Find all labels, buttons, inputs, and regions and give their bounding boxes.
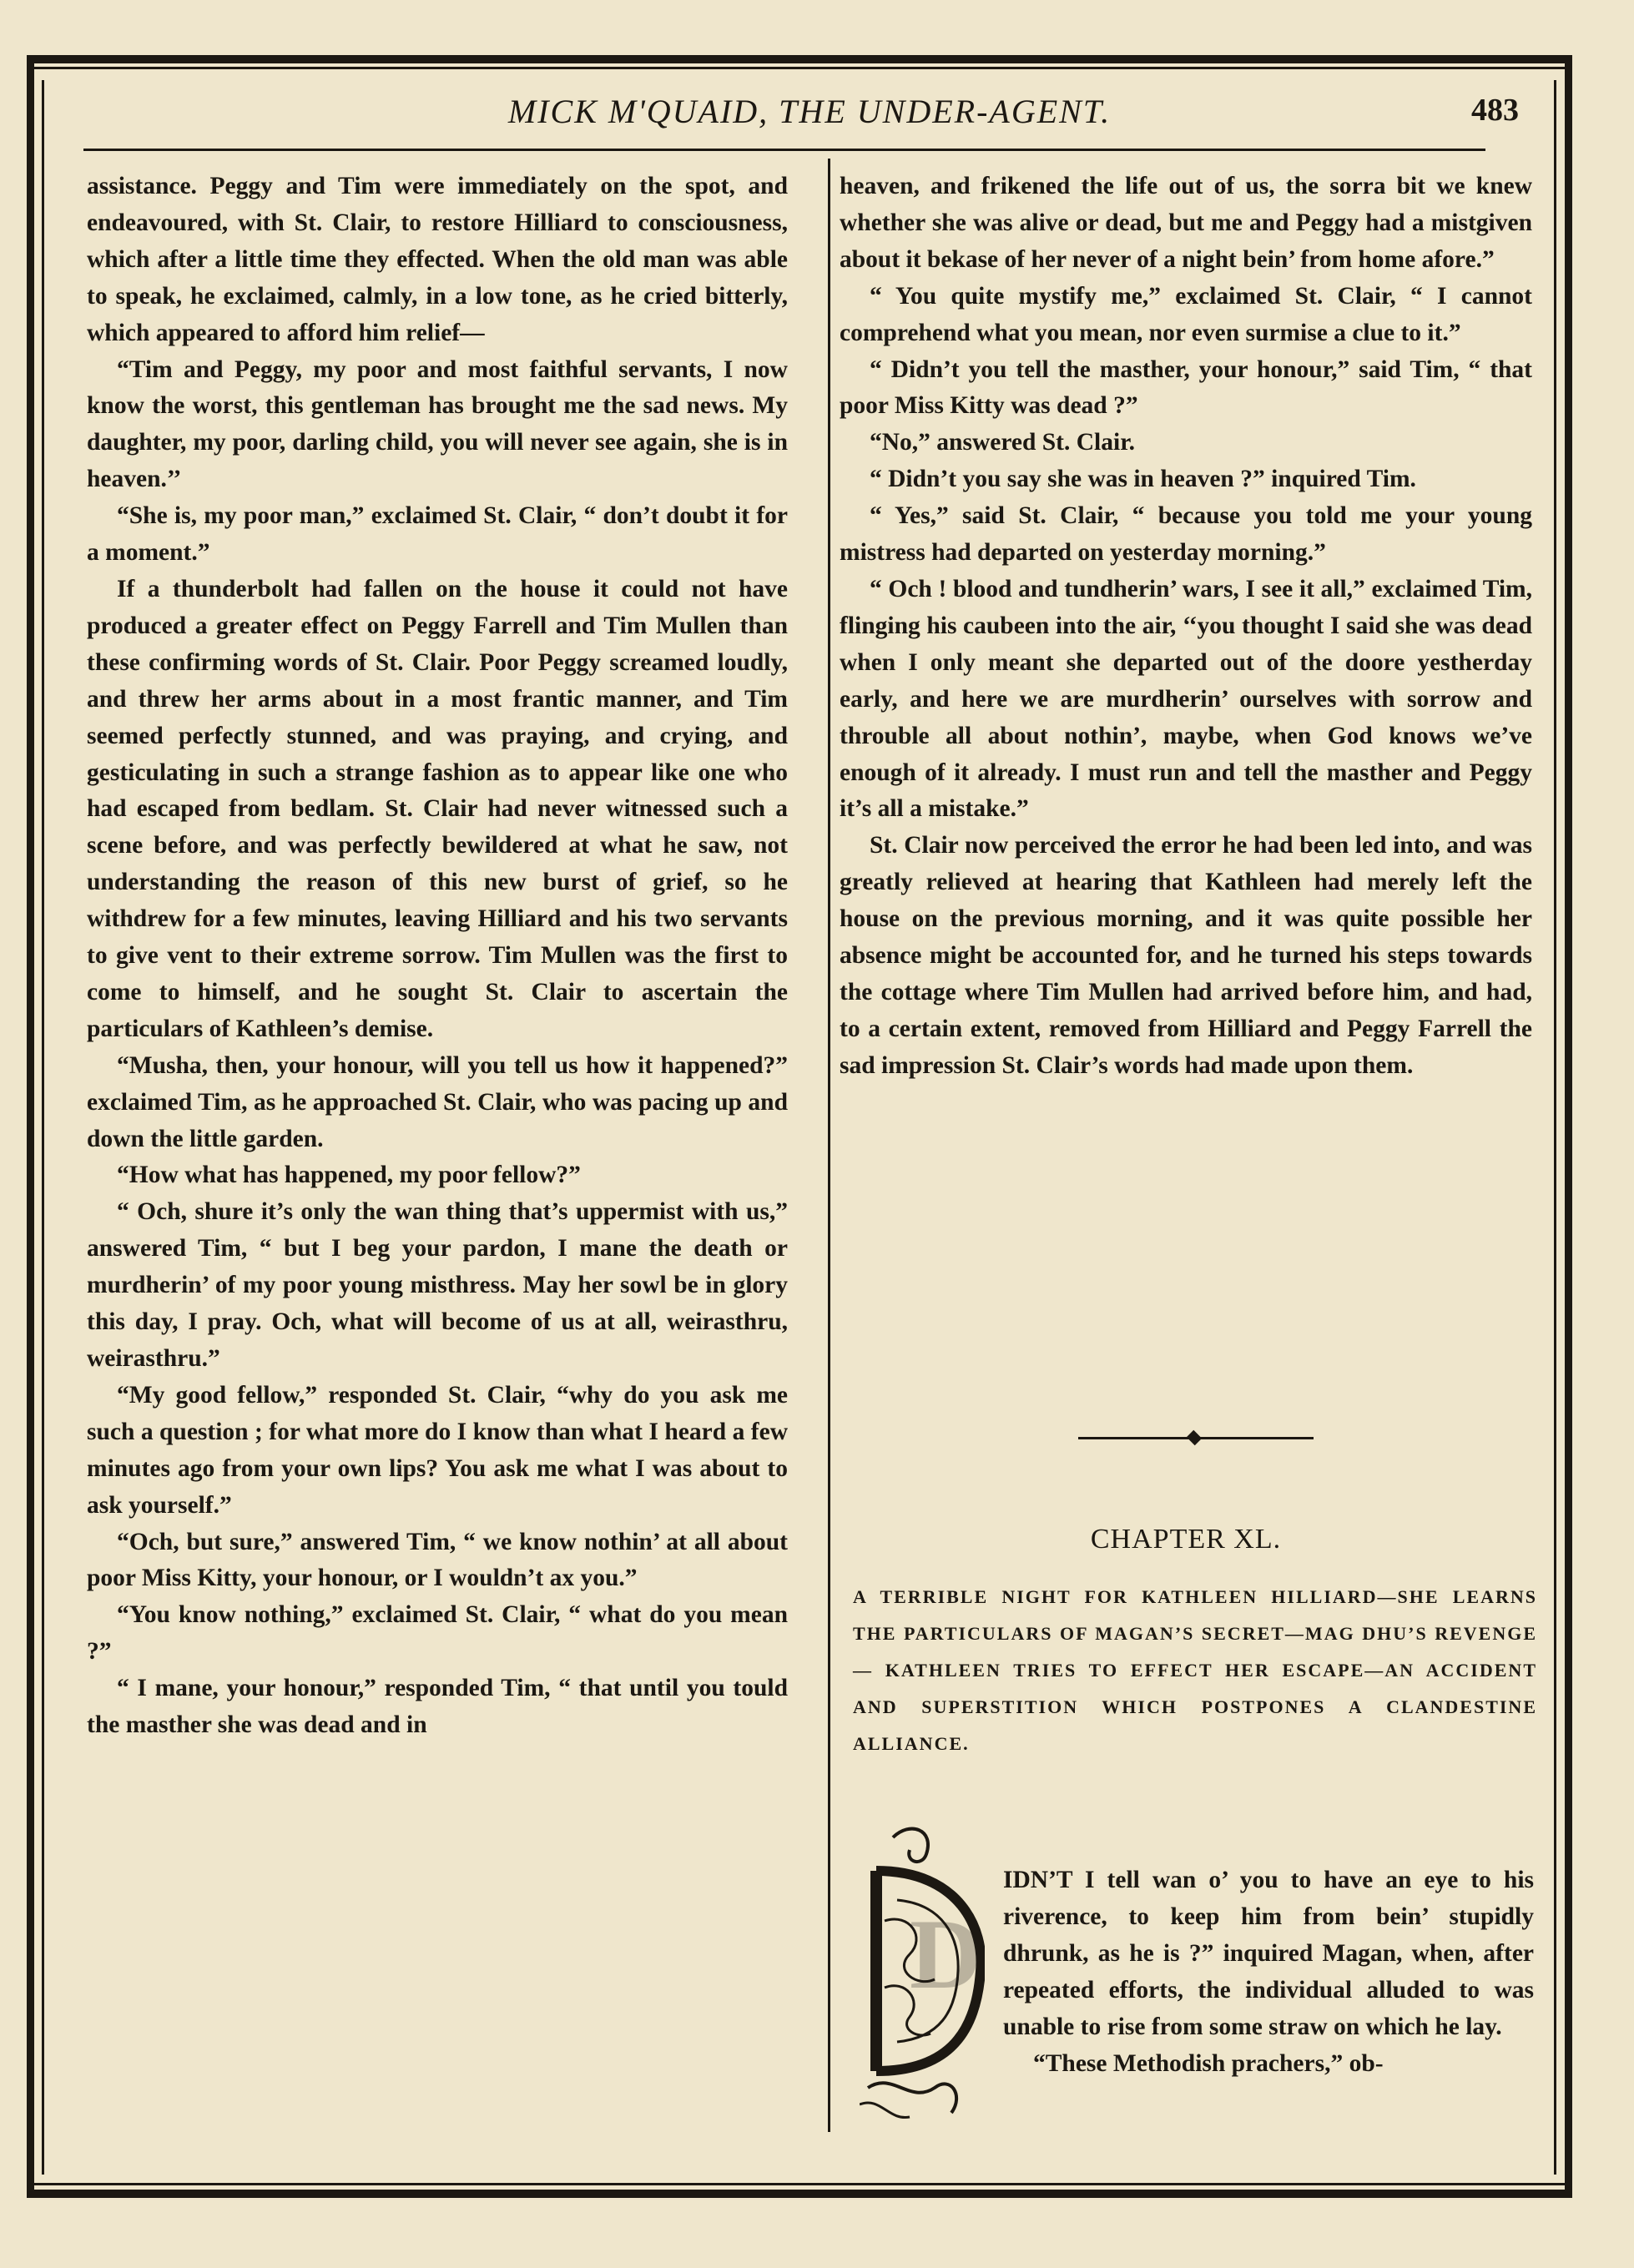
paragraph: “ Och, shure it’s only the wan thing that’s uppermist with us,” answered Tim, “ but I beg your pardon, I mane the death or murdherin’ of my poor young misthress. May her sowl be in glory this day, I pray. Och, what will become of us at all, weirasthru, weirasthru.” — [87, 1198, 788, 1372]
header-rule — [83, 149, 1485, 151]
ornamental-drop-cap — [860, 1821, 985, 2129]
paragraph: “No,” answered St. Clair. — [870, 429, 1135, 456]
running-head — [83, 92, 1536, 142]
section-ornament-diamond — [1187, 1430, 1202, 1445]
paragraph: “How what has happened, my poor fellow?” — [117, 1162, 581, 1189]
paragraph: If a thunderbolt had fallen on the house it could not have produced a greater effect on Peggy Farrell and Tim Mullen than these confirming words of St. Clair. Poor Peggy screamed loudly, and threw her arms about in a most frantic manner, and Tim seemed perfectly stunned, and was praying, and crying, and gesticulating in such a strange fashion as to appear like one who had escaped from bedlam. St. Clair had never witnessed such a scene before, and was perfectly bewildered at what he saw, not understanding the reason of this new burst of grief, so he withdrew for a few minutes, leaving Hilliard and his two servants to give vent to their extreme sorrow. Tim Mullen was the first to come to himself, and he sought St. Clair to ascertain the particulars of Kathleen’s demise. — [87, 575, 788, 1042]
paragraph: “Musha, then, your honour, will you tell us how it happened?” exclaimed Tim, as he approached St. Clair, who was pacing up and down the little garden. — [87, 1051, 788, 1152]
chapter-opening — [1003, 1862, 1534, 2082]
paragraph: “Och, but sure,” answered Tim, “ we know nothin’ at all about poor Miss Kitty, your honour, or I wouldn’t ax you.” — [87, 1528, 788, 1592]
drop-cap-letter: D — [910, 1898, 982, 2009]
left-column — [87, 169, 788, 1744]
paragraph: “ Didn’t you tell the masther, your honour,” said Tim, “ that poor Miss Kitty was dead ?” — [840, 355, 1532, 420]
border-top-outer — [27, 55, 1572, 63]
border-left-inner — [42, 80, 44, 2175]
paragraph: “She is, my poor man,” exclaimed St. Clair, “ don’t doubt it for a moment.” — [87, 502, 788, 567]
paragraph: “ I mane, your honour,” responded Tim, “ that until you tould the masther she was dead and in — [87, 1675, 788, 1739]
paragraph: “Tim and Peggy, my poor and most faithful servants, I now know the worst, this gentleman has brought me the sad news. My daughter, my poor, darling child, you will never see again, she is in heaven.’’ — [87, 355, 788, 493]
right-column — [840, 169, 1532, 1085]
border-top-inner — [32, 67, 1567, 69]
paragraph: “ You quite mystify me,” exclaimed St. Clair, “ I cannot comprehend what you mean, nor even surmise a clue to it.” — [840, 282, 1532, 346]
paragraph: “My good fellow,” responded St. Clair, “why do you ask me such a question ; for what more do I know than what I heard a few minutes ago from your own lips? You ask me what I was about to ask yourself.” — [87, 1381, 788, 1519]
border-left-outer — [27, 55, 34, 2198]
paragraph: “ Didn’t you say she was in heaven ?” inquired Tim. — [870, 466, 1416, 493]
border-right-inner — [1554, 80, 1556, 2175]
running-title: MICK M'QUAID, THE UNDER-AGENT. — [507, 93, 1112, 130]
border-right-outer — [1565, 55, 1572, 2198]
border-bottom-inner — [32, 2183, 1567, 2185]
paragraph: assistance. Peggy and Tim were immediately on the spot, and endeavoured, with St. Clair, to restore Hilliard to consciousness, which after a little time they effected. When the old man was able to speak, he exclaimed, calmly, in a low tone, as he cried bitterly, which appeared to afford him relief— — [87, 173, 788, 346]
page-number: 483 — [1471, 93, 1519, 128]
border-bottom-outer — [27, 2190, 1572, 2198]
opening-paragraph: IDN’T I tell wan o’ you to have an eye to his riverence, to keep him from bein’ stupidly dhrunk, as he is ?” inquired Magan, when, after repeated efforts, the individual alluded to was unable to rise from some straw on which he lay. — [1003, 1867, 1534, 2040]
column-divider — [828, 159, 830, 2132]
chapter-heading: CHAPTER XL. — [1090, 1524, 1282, 1555]
paragraph: “ Yes,” said St. Clair, “ because you told me your young mistress had departed on yesterday morning.” — [840, 502, 1532, 567]
paragraph: “ Och ! blood and tundherin’ wars, I see it all,” exclaimed Tim, flinging his caubeen into the air, ‘‘you thought I said she was dead when I only meant she departed out of the doore yestherday early, and here we are murdherin’ ourselves with sorrow and throuble all about nothin’, maybe, when God knows we’ve enough of it already. I must run and tell the masther and Peggy it’s all a mistake.” — [840, 575, 1532, 823]
paragraph: “You know nothing,” exclaimed St. Clair, “ what do you mean ?” — [87, 1601, 788, 1666]
paragraph: St. Clair now perceived the error he had been led into, and was greatly relieved at hearing that Kathleen had merely left the house on the previous morning, and it was quite possible her absence might be accounted for, and he turned his steps towards the cottage where Tim Mullen had arrived before him, and had, to a certain extent, removed from Hilliard and Peggy Farrell the sad impression St. Clair’s words had made upon them. — [840, 832, 1532, 1079]
chapter-synopsis: A TERRIBLE NIGHT FOR KATHLEEN HILLIARD—SHE LEARNS THE PARTICULARS OF MAGAN’S SECRET—MAG DHU’S REVENGE — KATHLEEN TRIES TO EFFECT HER ESCAPE—AN ACCIDENT AND SUPERSTITION WHICH POSTPONES A CLANDESTINE ALLIANCE. — [853, 1586, 1537, 1754]
drop-cap-illustration — [860, 1821, 985, 2129]
paragraph: “These Methodish prachers,” ob- — [1033, 2049, 1384, 2077]
paragraph: heaven, and frikened the life out of us, the sorra bit we knew whether she was alive or dead, but me and Peggy had a mistgiven about it bekase of her never of a night bein’ from home afore.” — [840, 173, 1532, 273]
